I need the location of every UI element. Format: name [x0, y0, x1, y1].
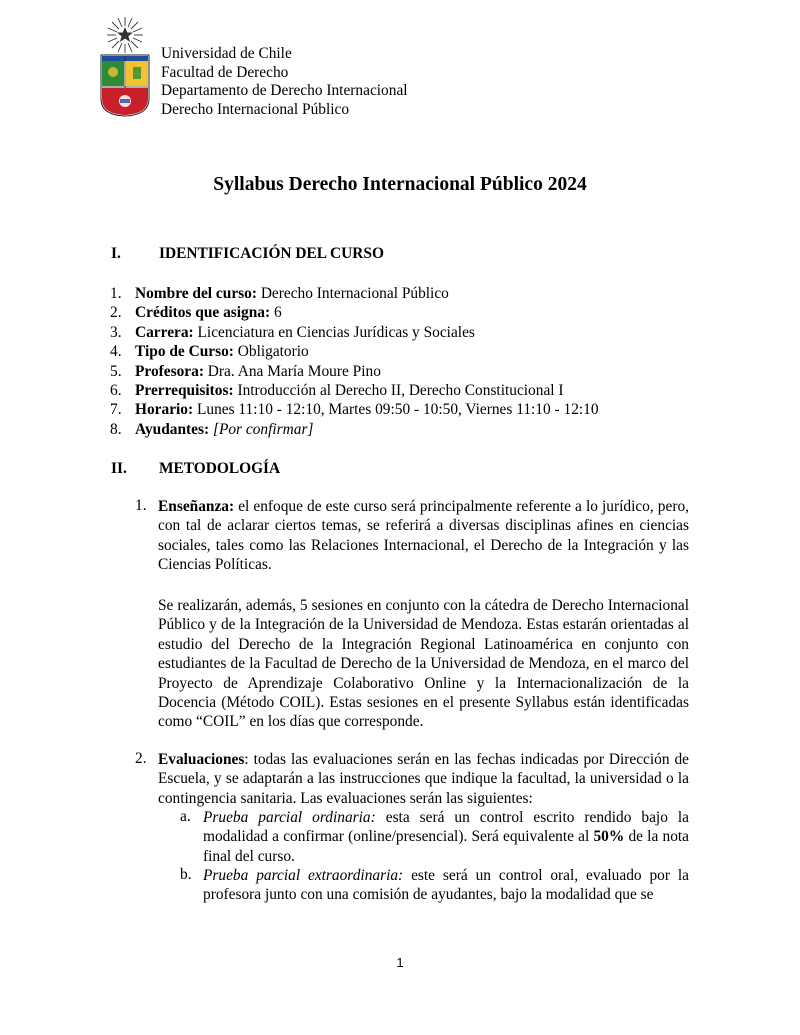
university-crest-logo: [99, 15, 151, 117]
section-title: METODOLOGÍA: [159, 460, 281, 477]
item-value: Lunes 11:10 - 12:10, Martes 09:50 - 10:50, Viernes 11:10 - 12:10: [193, 401, 599, 419]
paragraph: Enseñanza: el enfoque de este curso será principalmente referente a lo jurídico, pero, con tal de aclarar ciertos temas, se referirá a diversas disciplinas afines en ciencias sociales, tales como las Relaciones Internacional, el Derecho de la Integración y las Ciencias Políticas.: [158, 498, 689, 574]
item-label: Ayudantes:: [135, 420, 210, 438]
item-label: Prueba parcial extraordinaria:: [203, 867, 404, 884]
item-value: 6: [270, 304, 282, 322]
item-value: Obligatorio: [233, 343, 309, 361]
faculty-name: Facultad de Derecho: [161, 63, 289, 81]
list-item: 7. Horario: Lunes 11:10 - 12:10, Martes 09:50 - 10:50, Viernes 11:10 - 12:10: [110, 401, 599, 419]
item-letter: b.: [180, 866, 192, 883]
list-item: 8. Ayudantes: [Por confirmar]: [110, 420, 314, 438]
course-identification-list: [110, 284, 710, 439]
list-item: 1. Nombre del curso: Derecho Internacional Público: [110, 285, 449, 302]
weight-value: 50%: [593, 828, 625, 846]
institution-header: [161, 45, 408, 119]
star-icon: [107, 17, 143, 53]
item-value: Dra. Ana María Moure Pino: [203, 362, 381, 380]
item-number: 2.: [135, 750, 147, 767]
document-title: Syllabus Derecho Internacional Público 2024: [213, 174, 587, 195]
section-number: I.: [111, 245, 121, 262]
paragraph-coil: Se realizarán, además, 5 sesiones en conjunto con la cátedra de Derecho Internacional Público y de la Integración de la Universidad de Mendoza. Estas estarán orientadas al estudio del Derecho de la Integración Regional Latinoamérica en conjunto con estudiantes de la Facultad de Derecho de la Universidad de Mendoza, en el marco del Proyecto de Aprendizaje Colaborativo Online y la Internacionalización de la Docencia (Método COIL). Estas sesiones en el presente Syllabus están identificadas como “COIL” en los días que corresponde.: [158, 597, 689, 731]
item-label: Créditos que asigna:: [135, 304, 271, 322]
section-title: IDENTIFICACIÓN DEL CURSO: [159, 245, 384, 262]
page-number: 1: [396, 955, 404, 970]
item-label: Nombre del curso:: [135, 285, 257, 302]
item-label: Enseñanza:: [158, 498, 235, 515]
item-label: Profesora:: [135, 362, 204, 380]
item-number: 1.: [135, 497, 147, 514]
department-name: Departamento de Derecho Internacional: [161, 82, 408, 100]
item-value: Introducción al Derecho II, Derecho Constitucional I: [233, 381, 564, 399]
item-label: Tipo de Curso:: [135, 343, 234, 361]
subject-name: Derecho Internacional Público: [161, 100, 350, 118]
list-item: 4. Tipo de Curso: Obligatorio: [110, 343, 309, 361]
item-value: [Por confirmar]: [209, 420, 314, 438]
list-item: 5. Profesora: Dra. Ana María Moure Pino: [110, 362, 381, 380]
item-label: Prerrequisitos:: [135, 381, 234, 399]
paragraph: Prueba parcial ordinaria: esta será un control escrito rendido bajo la modalidad a confirmar (online/presencial). Será equivalente al 50% de la nota final del curso.: [203, 809, 690, 865]
item-value: Licenciatura en Ciencias Jurídicas y Sociales: [193, 323, 475, 341]
list-item: 6. Prerrequisitos: Introducción al Derecho II, Derecho Constitucional I: [110, 381, 564, 399]
university-name: Universidad de Chile: [161, 45, 292, 62]
paragraph: Prueba parcial extraordinaria: este será un control oral, evaluado por la profesora junto con una comisión de ayudantes, bajo la modalidad que se: [203, 867, 690, 904]
item-label: Horario:: [135, 401, 194, 419]
shield-icon: [101, 55, 149, 116]
list-item: 2. Créditos que asigna: 6: [110, 304, 282, 322]
item-label: Prueba parcial ordinaria:: [203, 809, 376, 826]
item-letter: a.: [180, 808, 191, 825]
section-number: II.: [111, 460, 127, 477]
item-label: Carrera:: [135, 323, 194, 341]
paragraph: Evaluaciones: todas las evaluaciones serán en las fechas indicadas por Dirección de Escuela, y se adaptarán a las instrucciones que indique la facultad, la universidad o la contingencia sanitaria. Las evaluaciones serán las siguientes:: [158, 751, 689, 807]
list-item: 3. Carrera: Licenciatura en Ciencias Jurídicas y Sociales: [110, 323, 475, 341]
item-label: Evaluaciones: [158, 751, 245, 768]
item-value: Derecho Internacional Público: [256, 285, 449, 302]
